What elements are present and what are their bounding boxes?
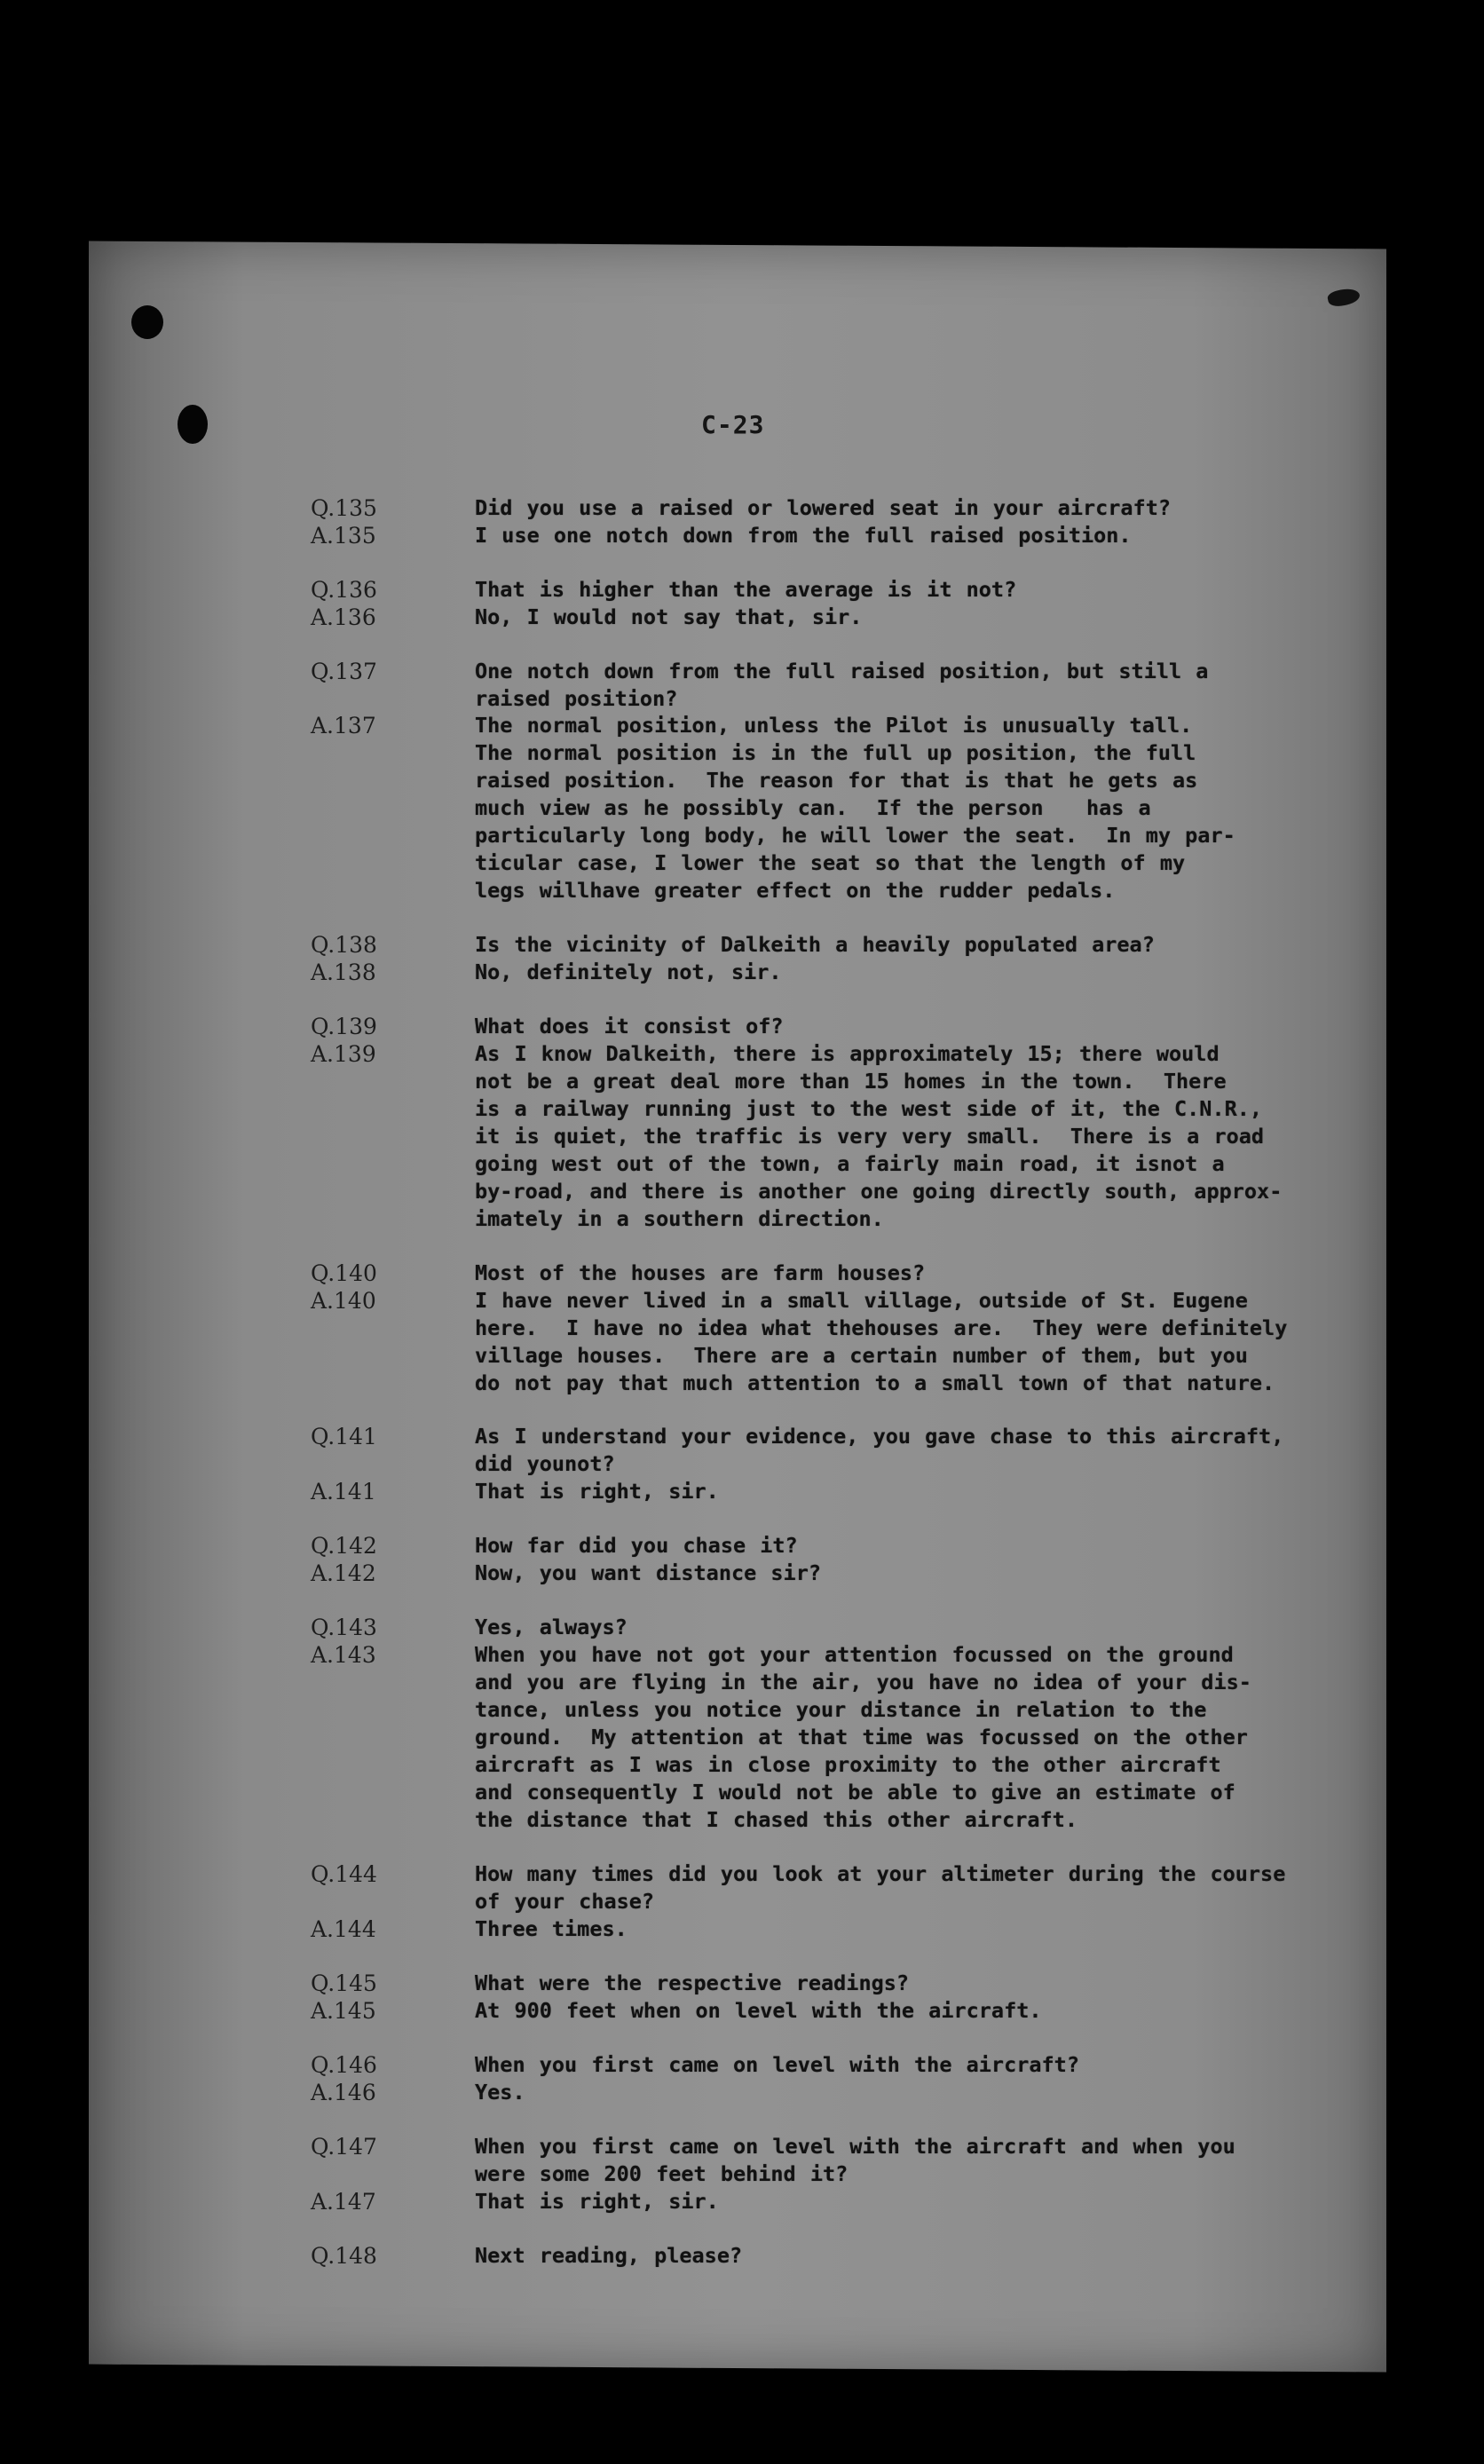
entry-text: When you first came on level with the aircraft? (475, 2052, 1079, 2077)
entry-label: Q.147 (311, 2134, 377, 2160)
entry-text: Next reading, please? (475, 2243, 743, 2268)
entry-label: Q.143 (311, 1615, 377, 1640)
entry-label: Q.142 (311, 1533, 377, 1559)
entry-label: A.138 (311, 960, 376, 985)
entry-label: Q.144 (311, 1861, 377, 1887)
entry-text: No, definitely not, sir. (475, 960, 782, 984)
entry-text: No, I would not say that, sir. (475, 604, 863, 629)
entry-text: Most of the houses are farm houses? (475, 1260, 926, 1285)
entry-text: Did you use a raised or lowered seat in your aircraft? (475, 495, 1172, 520)
entry-label: A.147 (311, 2189, 376, 2215)
entry-text: When you first came on level with the aircraft and when you were some 200 feet behind it? (475, 2134, 1235, 2186)
entry-label: A.143 (311, 1642, 376, 1668)
entry-text: I have never lived in a small village, outside of St. Eugene here. I have no idea what thehouses are. They were definitely village houses. There are a certain number of them, but you do not pay that much attention to a small town of that nature. (475, 1288, 1288, 1395)
entry-text: That is right, sir. (475, 2189, 719, 2214)
page-number: C-23 (701, 410, 765, 439)
entry-text: What were the respective readings? (475, 1970, 910, 1995)
entry-label: A.145 (311, 1998, 376, 2024)
entry-label: A.139 (311, 1041, 376, 1067)
entry-label: Q.139 (311, 1014, 377, 1039)
entry-text: Yes. (475, 2080, 525, 2105)
entry-text: I use one notch down from the full raised position. (475, 523, 1132, 548)
entry-text: Now, you want distance sir? (475, 1560, 822, 1585)
entry-label: A.136 (311, 604, 376, 630)
entry-label: A.141 (311, 1479, 376, 1504)
entry-label: Q.146 (311, 2052, 377, 2078)
entry-label: A.146 (311, 2080, 376, 2105)
entry-text: At 900 feet when on level with the aircraft. (475, 1998, 1042, 2023)
entry-text: When you have not got your attention focussed on the ground and you are flying in the air, you have no idea of your dis- tance, unless you notice your distance in relation to the ground. My attention at that time was focussed on the other aircraft as I was in close proximity to the other aircraft and consequently I would not be able to give an estimate of the distance that I chased this other aircraft. (475, 1642, 1251, 1832)
entry-label: Q.141 (311, 1424, 377, 1449)
entry-label: A.144 (311, 1916, 376, 1942)
entry-text: What does it consist of? (475, 1014, 784, 1039)
entry-label: A.142 (311, 1560, 376, 1586)
entry-label: Q.136 (311, 577, 377, 603)
entry-label: A.137 (311, 713, 376, 738)
entry-text: How many times did you look at your altimeter during the course of your chase? (475, 1861, 1286, 1914)
entry-label: Q.140 (311, 1260, 377, 1286)
entry-label: A.135 (311, 523, 376, 549)
entry-text: One notch down from the full raised position, but still a raised position? (475, 659, 1209, 711)
entry-text: That is right, sir. (475, 1479, 719, 1504)
entry-label: Q.135 (311, 495, 377, 521)
entry-label: Q.148 (311, 2243, 377, 2269)
entry-label: Q.145 (311, 1970, 377, 1996)
entry-label: A.140 (311, 1288, 376, 1314)
entry-text: As I know Dalkeith, there is approximately 15; there would not be a great deal more than 15 homes in the town. There is a railway running just to the west side of it, the C.N.R., it is quiet, the traffic is very very small. There is a road going west out of the town, a fairly main road, it isnot a by-road, and there is another one going directly south, approx- imately in a southern direction. (475, 1041, 1283, 1231)
entry-text: That is higher than the average is it not? (475, 577, 1017, 602)
entry-text: Yes, always? (475, 1615, 628, 1639)
entry-text: Is the vicinity of Dalkeith a heavily populated area? (475, 932, 1155, 957)
entry-text: Three times. (475, 1916, 628, 1941)
entry-text: The normal position, unless the Pilot is unusually tall. The normal position is in the full up position, the full raised position. The reason for that is that he gets as much view as he possibly can. If the person has a particularly long body, he will lower the seat. In my par- ticular case, I lower the seat so that the length of my legs willhave greater effect on the rudder pedals. (475, 713, 1235, 903)
entry-text: As I understand your evidence, you gave chase to this aircraft, did younot? (475, 1424, 1284, 1476)
entry-label: Q.137 (311, 659, 377, 684)
entry-label: Q.138 (311, 932, 377, 958)
entry-text: How far did you chase it? (475, 1533, 798, 1558)
